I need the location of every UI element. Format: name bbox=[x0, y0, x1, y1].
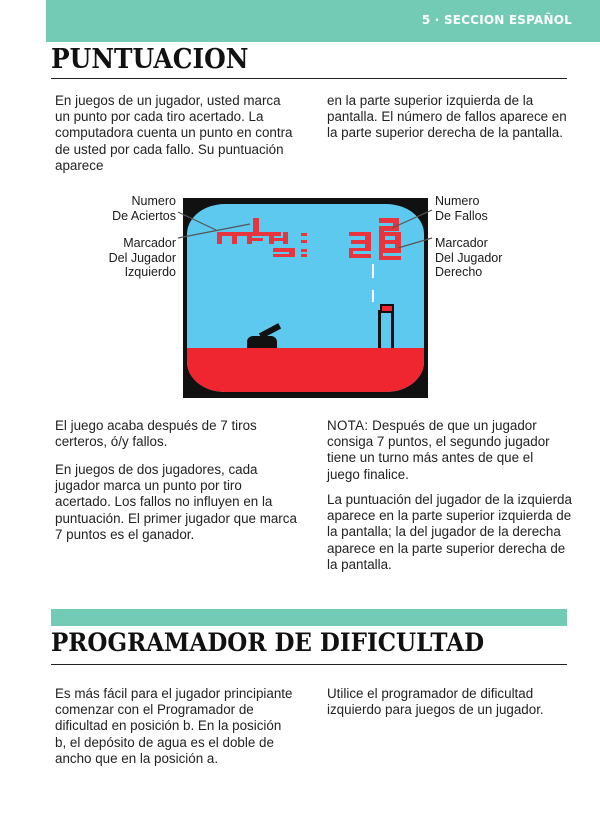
title-rule bbox=[51, 664, 567, 665]
nota-text: Después de que un jugador consiga 7 puntos, el segundo jugador tiene un turno más antes de que el juego finalice. bbox=[327, 418, 550, 482]
section-tag: 5 · SECCION ESPAÑOL bbox=[421, 13, 572, 27]
puntuacion-title: PUNTUACION bbox=[51, 44, 249, 75]
puntuacion-text-right: en la parte superior izquierda de la pantalla. El número de fallos aparece en la parte superior derecha de la pantalla. bbox=[327, 93, 567, 141]
dificultad-title: PROGRAMADOR DE DIFICULTAD bbox=[51, 628, 485, 657]
rules-text-positions: La puntuación del jugador de la izquierda aparece en la parte superior izquierda de la pantalla; la del jugador de la derecha aparece en la parte superior derecha de la pantalla. bbox=[327, 492, 572, 572]
dificultad-text-right: Utilice el programador de dificultad izquierdo para juegos de un jugador. bbox=[327, 686, 544, 718]
nota-label: NOTA: bbox=[327, 418, 369, 433]
label-right-score: Marcador Del Jugador Derecho bbox=[435, 236, 503, 279]
rules-text-two-players: En juegos de dos jugadores, cada jugador marca un punto por tiro acertado. Los fallos no influyen en la puntuación. El primer jugador que marca 7 puntos es el ganador. bbox=[55, 462, 297, 542]
puntuacion-text-left: En juegos de un jugador, usted marca un punto por cada tiro acertado. La computadora cuenta un punto en contra de usted por cada fallo. Su puntuación aparece bbox=[55, 93, 293, 173]
label-left-score: Marcador Del Jugador Izquierdo bbox=[108, 236, 176, 279]
rules-nota bbox=[327, 418, 567, 483]
label-hits: Numero De Aciertos bbox=[112, 194, 176, 223]
dificultad-text-left: Es más fácil para el jugador principiante comenzar con el Programador de dificultad en posición b. En la posición b, el depósito de agua es el doble de ancho que en la posición a. bbox=[55, 686, 293, 766]
label-misses: Numero De Fallos bbox=[435, 194, 488, 223]
rules-text-end: El juego acaba después de 7 tiros certeros, ó/y fallos. bbox=[55, 418, 257, 450]
section-divider-band bbox=[51, 609, 567, 626]
